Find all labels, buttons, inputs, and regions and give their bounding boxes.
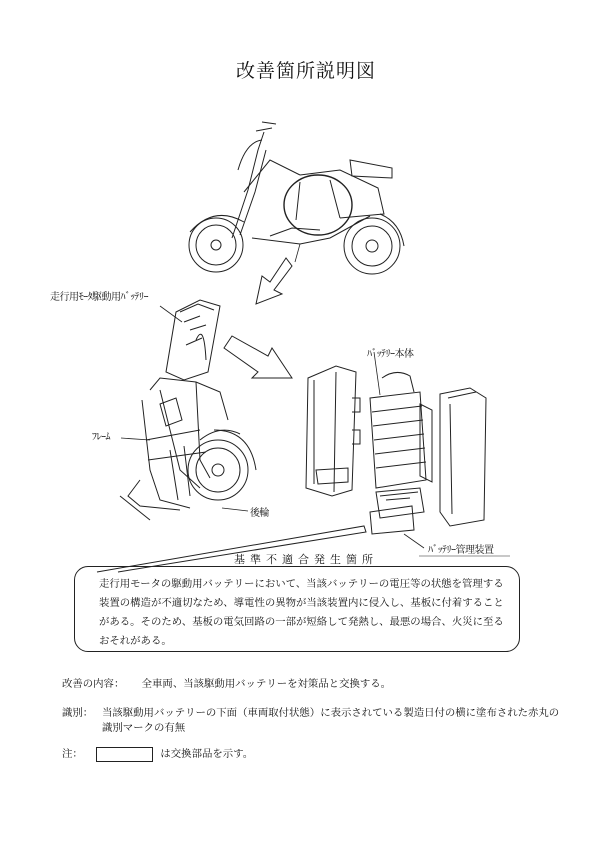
label-battery: 走行用ﾓｰﾀ駆動用ﾊﾞｯﾃﾘｰ xyxy=(50,292,148,303)
improvement-text: 全車両、当該駆動用バッテリーを対策品と交換する。 xyxy=(141,678,392,690)
identification-line xyxy=(62,706,562,736)
battery-exploded-drawing xyxy=(306,366,486,534)
scooter-drawing xyxy=(189,122,404,274)
arrow-right-icon xyxy=(224,336,292,378)
label-battery-management: ﾊﾞｯﾃﾘｰ管理装置 xyxy=(428,545,494,556)
replacement-part-box xyxy=(96,747,153,762)
frame-drawing xyxy=(120,378,256,520)
identification-text: 当該駆動用バッテリーの下面（車両取付状態）に表示されている製造日付の横に塗布された赤丸の識別マークの有無 xyxy=(102,707,560,734)
label-battery-body: ﾊﾞｯﾃﾘｰ本体 xyxy=(367,349,414,360)
note-label: 注： xyxy=(62,748,83,760)
note-line xyxy=(62,745,253,762)
description-bubble xyxy=(74,566,520,652)
arrow-down-icon xyxy=(256,258,292,304)
label-frame: ﾌﾚｰﾑ xyxy=(92,432,110,443)
page-title: 改善箇所説明図 xyxy=(235,60,376,82)
label-rear-wheel: 後輪 xyxy=(250,508,269,519)
improvement-label: 改善の内容： xyxy=(62,678,125,690)
section-heading: 基準不適合発生箇所 xyxy=(234,553,378,566)
identification-label: 識別： xyxy=(62,707,94,719)
highlight-circle xyxy=(284,175,352,235)
note-text: は交換部品を示す。 xyxy=(160,748,254,760)
battery-pack-drawing xyxy=(166,300,220,380)
description-text: 走行用モータの駆動用バッテリーにおいて、当該バッテリーの電圧等の状態を管理する装置の構造が不適切なため、導電性の異物が当該装置内に侵入し、基板に付着することがある。そのため、基板の電気回路の一部が短絡して発熱し、最悪の場合、火災に至るおそれがある。 xyxy=(99,578,504,647)
improvement-line xyxy=(62,675,391,690)
